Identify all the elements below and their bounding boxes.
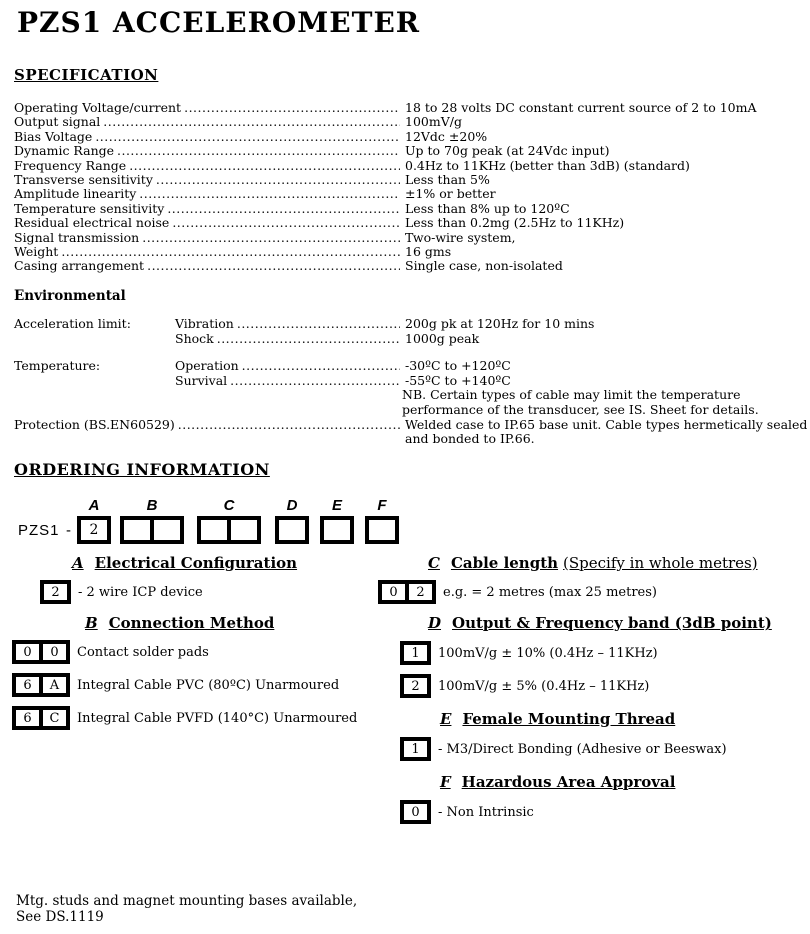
option-box [400, 641, 431, 665]
option-row [400, 674, 808, 698]
dot-leader [178, 418, 400, 433]
option-cell: 0 [39, 644, 66, 660]
section-letter: A [72, 554, 84, 572]
section-title: Cable length [450, 554, 559, 572]
code-group-a [77, 498, 111, 544]
dot-leader [230, 374, 400, 389]
section-title: Output & Frequency band (3dB point) [452, 614, 772, 632]
env-label: Shock [175, 330, 214, 346]
env-label: Survival [175, 372, 228, 388]
ordering-heading: ORDERING INFORMATION [14, 460, 270, 479]
spec-label: Residual electrical noise [14, 215, 170, 231]
section-d-heading [378, 614, 808, 632]
code-cell [150, 520, 180, 540]
spec-label: Operating Voltage/current [14, 100, 182, 115]
spec-row [14, 173, 800, 187]
option-cell: 0 [389, 584, 398, 600]
order-code-separator: - [66, 522, 71, 539]
dot-leader [117, 144, 400, 158]
environmental-block [14, 316, 808, 447]
dot-leader [217, 332, 400, 347]
spec-label: Temperature sensitivity [14, 200, 165, 216]
dot-leader [237, 317, 400, 332]
option-cell: A [39, 677, 66, 693]
option-box [12, 706, 70, 730]
section-title-suffix: (Specify in whole metres) [563, 554, 758, 572]
option-box [400, 737, 431, 761]
spec-row [14, 144, 800, 158]
option-text: 100mV/g ± 10% (0.4Hz – 11KHz) [438, 645, 658, 661]
env-row [14, 359, 800, 374]
code-group-c [197, 498, 261, 545]
dot-leader [103, 115, 400, 129]
option-text: Integral Cable PVFD (140°C) Unarmoured [77, 710, 358, 726]
protection-label: Protection (BS.EN60529) [14, 416, 175, 432]
section-letter: E [440, 710, 452, 728]
option-cell: 2 [51, 584, 60, 600]
dot-leader [184, 101, 400, 115]
spec-row [14, 216, 800, 230]
environmental-heading: Environmental [14, 288, 126, 304]
code-group-d [275, 498, 309, 545]
dot-leader [242, 359, 400, 374]
footer-line: Mtg. studs and magnet mounting bases available, [16, 893, 358, 909]
option-text: - 2 wire ICP device [78, 584, 203, 600]
option-cell: 1 [411, 741, 420, 757]
spec-value: Less than 5% [405, 172, 490, 188]
code-cell [227, 520, 257, 540]
code-cell [201, 520, 227, 540]
option-row [40, 580, 375, 604]
code-box-c [197, 516, 261, 544]
spec-value: Less than 8% up to 120ºC [405, 200, 570, 216]
spec-row [14, 202, 800, 216]
option-box [12, 640, 70, 664]
env-group-label: Acceleration limit: [14, 316, 131, 331]
env-value: 1000g peak [405, 330, 480, 346]
ordering-column-right [378, 554, 808, 824]
spec-label: Bias Voltage [14, 128, 93, 144]
order-code-diagram [18, 498, 438, 550]
dot-leader [61, 245, 400, 259]
env-group-label: Temperature: [14, 358, 101, 374]
option-row [400, 800, 808, 824]
spec-value: ±1% or better [405, 186, 496, 202]
env-row [14, 317, 800, 332]
spec-row [14, 259, 800, 273]
option-box [40, 580, 71, 604]
spec-row [14, 101, 800, 115]
spec-label: Casing arrangement [14, 258, 145, 274]
cable-note-line: performance of the transducer, see IS. Sheet for details. [402, 401, 759, 417]
section-title: Connection Method [108, 614, 275, 632]
protection-value-line: and bonded to IP.66. [405, 431, 535, 447]
env-value: -30ºC to +120ºC [405, 358, 511, 374]
option-cell: 2 [411, 678, 420, 694]
env-row [14, 332, 800, 347]
spec-label: Signal transmission [14, 229, 140, 245]
spec-label: Dynamic Range [14, 143, 115, 159]
section-letter: C [428, 554, 440, 572]
dot-leader [147, 259, 400, 273]
spec-row [14, 115, 800, 129]
spec-row [14, 130, 800, 144]
specification-heading: SPECIFICATION [14, 66, 159, 84]
spec-value: 16 gms [405, 244, 452, 260]
option-text: Integral Cable PVC (80ºC) Unarmoured [77, 677, 340, 693]
spec-value: 18 to 28 volts DC constant current source of 2 to 10mA [405, 100, 757, 115]
option-cell: 0 [411, 804, 420, 820]
spec-row [14, 159, 800, 173]
cable-note [402, 388, 800, 417]
option-text: - Non Intrinsic [438, 804, 534, 820]
code-cell: 2 [89, 522, 99, 538]
spec-label: Transverse sensitivity [14, 172, 153, 188]
code-cell [279, 520, 305, 540]
footer-note [16, 894, 357, 925]
dot-leader [156, 173, 400, 187]
option-row [12, 706, 375, 730]
page-title: PZS1 ACCELEROMETER [17, 6, 421, 39]
code-group-letter: C [223, 497, 235, 514]
specification-list [14, 101, 800, 274]
code-cell [369, 520, 395, 540]
code-group-letter: A [88, 497, 100, 514]
protection-row [14, 416, 808, 447]
dot-leader [142, 231, 400, 245]
spec-label: Amplitude linearity [14, 186, 137, 202]
spec-value: 0.4Hz to 11KHz (better than 3dB) (standard) [405, 157, 690, 173]
section-b-heading [10, 614, 375, 632]
section-letter: F [440, 773, 451, 791]
option-box [400, 800, 431, 824]
code-group-f [365, 498, 399, 545]
option-text: e.g. = 2 metres (max 25 metres) [443, 584, 657, 600]
code-box-e [320, 516, 354, 544]
option-cell: 0 [23, 644, 32, 660]
dot-leader [129, 159, 400, 173]
option-cell: C [39, 710, 66, 726]
dot-leader [139, 187, 400, 201]
code-cell [324, 520, 350, 540]
section-title: Hazardous Area Approval [461, 773, 676, 791]
section-f-heading [378, 773, 808, 791]
spec-label: Output signal [14, 114, 101, 130]
order-code-prefix: PZS1 [18, 522, 60, 539]
spec-value: Single case, non-isolated [405, 258, 563, 274]
spec-value: 100mV/g [405, 114, 462, 130]
option-row [400, 641, 808, 665]
dot-leader [172, 216, 400, 230]
section-title: Female Mounting Thread [462, 710, 676, 728]
env-value: -55ºC to +140ºC [405, 372, 511, 388]
option-text: Contact solder pads [77, 644, 209, 660]
option-cell: 2 [405, 584, 432, 600]
option-box [12, 673, 70, 697]
section-e-heading [378, 710, 808, 728]
code-group-letter: D [286, 497, 298, 514]
option-cell: 1 [411, 645, 420, 661]
section-letter: D [428, 614, 442, 632]
option-cell: 6 [23, 710, 32, 726]
footer-line: See DS.1119 [16, 908, 104, 925]
spec-value: Two-wire system, [405, 229, 516, 245]
code-cell [124, 520, 150, 540]
section-title: Electrical Configuration [94, 554, 298, 572]
env-value: 200g pk at 120Hz for 10 mins [405, 316, 595, 331]
code-box-a [77, 516, 111, 544]
spec-row [14, 187, 800, 201]
spec-label: Frequency Range [14, 157, 127, 173]
code-group-letter: F [377, 497, 387, 514]
option-text: 100mV/g ± 5% (0.4Hz – 11KHz) [438, 678, 650, 694]
spec-value: Up to 70g peak (at 24Vdc input) [405, 143, 610, 159]
protection-value-line: Welded case to IP.65 base unit. Cable types hermetically sealed [405, 416, 808, 432]
section-a-heading [10, 554, 375, 572]
spec-value: 12Vdc ±20% [405, 128, 488, 144]
env-label: Operation [175, 358, 239, 374]
dot-leader [95, 130, 400, 144]
spec-row [14, 245, 800, 259]
code-group-letter: B [146, 497, 158, 514]
code-group-e [320, 498, 354, 545]
code-group-b [120, 498, 184, 545]
section-letter: B [85, 614, 98, 632]
option-cell: 6 [23, 677, 32, 693]
option-row [12, 640, 375, 664]
ordering-column-left [10, 554, 375, 730]
cable-note-line: NB. Certain types of cable may limit the temperature [402, 387, 741, 403]
section-c-heading [378, 554, 808, 572]
dot-leader [167, 202, 400, 216]
option-row [378, 580, 808, 604]
option-row [400, 737, 808, 761]
code-box-b [120, 516, 184, 544]
code-group-letter: E [331, 497, 342, 514]
code-box-f [365, 516, 399, 544]
spec-value: Less than 0.2mg (2.5Hz to 11KHz) [405, 215, 625, 231]
spec-label: Weight [14, 244, 59, 260]
env-label: Vibration [175, 316, 234, 331]
code-box-d [275, 516, 309, 544]
protection-value [402, 418, 807, 447]
spec-row [14, 231, 800, 245]
option-box [400, 674, 431, 698]
option-text: - M3/Direct Bonding (Adhesive or Beeswax) [438, 741, 727, 757]
option-box [378, 580, 436, 604]
option-row [12, 673, 375, 697]
env-row [14, 374, 800, 389]
